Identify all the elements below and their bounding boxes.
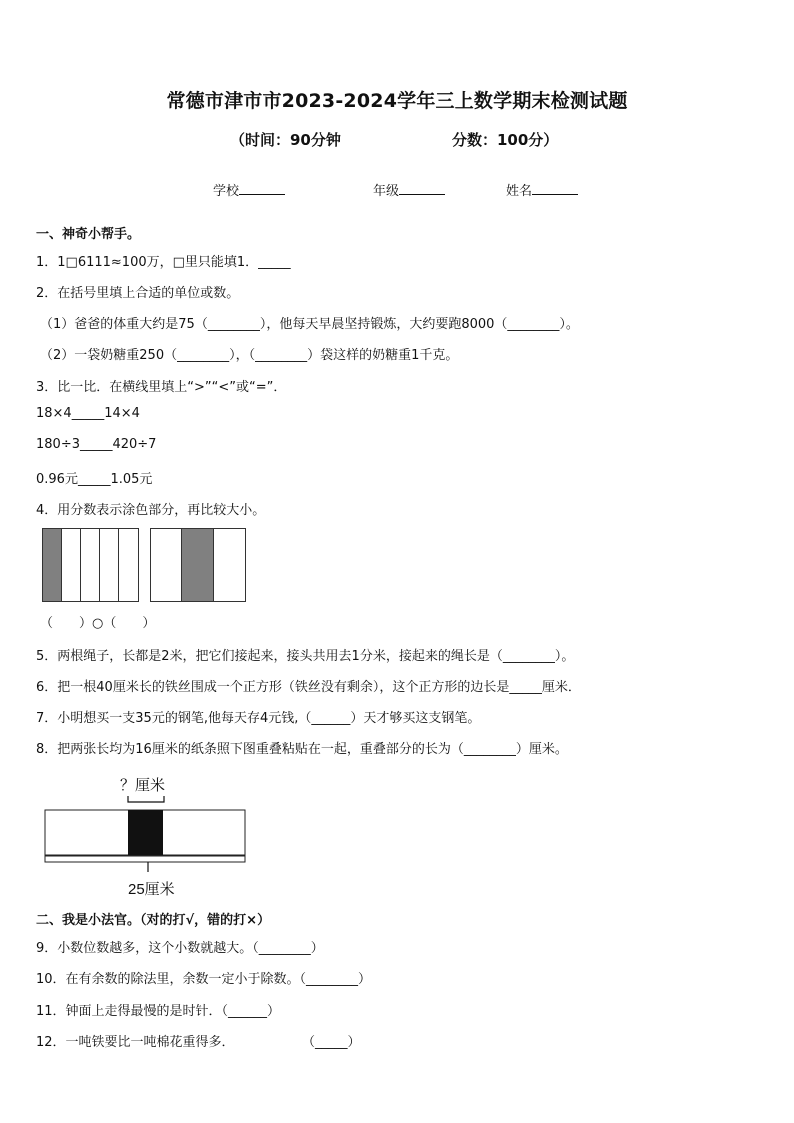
overlap-brace [128,796,164,802]
question-9: 9．小数位数越多，这个小数就越大。（________） [36,941,324,956]
fraction-figure-right [150,528,246,602]
question-3: 3．比一比．在横线里填上“>”“<”或“=”． [36,380,287,395]
question-11: 11．钟面上走得最慢的是时针．（______） [36,1004,281,1019]
fraction-figure-left [42,528,139,602]
question-3-a: 18×4_____14×4 [36,406,140,421]
question-6: 6．把一根40厘米长的铁丝围成一个正方形（铁丝没有剩余），这个正方形的边长是_____厘米． [36,680,581,695]
name-blank[interactable] [532,181,578,195]
question-12-blank[interactable]: （_____） [302,1035,361,1050]
question-1: 1．1□6111≈100万，□里只能填1．_____ [36,255,291,270]
total-length-label: 25厘米 [128,881,175,898]
question-4: 4．用分数表示涂色部分，再比较大小。 [36,503,266,518]
name-field [506,180,578,199]
grade-blank[interactable] [399,181,445,195]
school-blank[interactable] [239,181,285,195]
question-3-b: 180÷3_____420÷7 [36,437,157,452]
question-10: 10．在有余数的除法里，余数一定小于除数。（________） [36,972,372,987]
overlap-length-label: ？厘米 [120,777,166,794]
question-4-answer: （ ）○（ ） [40,616,156,631]
left-figure-part-5 [119,529,138,601]
question-5: 5．两根绳子，长都是2米，把它们接起来，接头共用去1分米，接起来的绳长是（________）。 [36,649,575,664]
exam-time: （时间：90分钟 [230,131,341,149]
question-2-1: （1）爸爸的体重大约是75（________），他每天早晨坚持锻炼，大约要跑8000（________）。 [40,317,579,332]
section1-heading: 一、神奇小帮手。 [36,227,141,242]
left-figure-part-2 [62,529,81,601]
school-label: 学校 [213,184,240,199]
section2-heading: 二、我是小法官。（对的打√，错的打×） [36,913,271,928]
right-figure-part-3 [214,529,245,601]
strip-overlap-figure [40,772,255,900]
left-figure-part-3 [81,529,100,601]
right-figure-part-2-shaded [182,529,213,601]
question-12: 12．一吨铁要比一吨棉花重得多． [36,1035,235,1050]
grade-label: 年级 [373,184,400,199]
exam-score: 分数：100分） [452,131,559,149]
question-3-c: 0.96元_____1.05元 [36,472,153,487]
paper-strip-bottom-edge [45,856,245,862]
question-8: 8．把两张长均为16厘米的纸条照下图重叠粘贴在一起，重叠部分的长为（________）厘米。 [36,742,568,757]
question-7: 7．小明想买一支35元的钢笔,他每天存4元钱,（______）天才够买这支钢笔。 [36,711,481,726]
overlap-region [128,810,163,855]
page-title: 常德市津市市2023-2024学年三上数学期末检测试题 [166,90,628,112]
right-figure-part-1 [151,529,182,601]
school-field [213,180,285,199]
question-2: 2．在括号里填上合适的单位或数。 [36,286,240,301]
left-figure-part-4 [100,529,119,601]
grade-field [373,180,445,199]
left-figure-part-1-shaded [43,529,62,601]
name-label: 姓名 [506,184,533,199]
question-2-2: （2）一袋奶糖重250（________），（________）袋这样的奶糖重1千克。 [40,348,459,363]
